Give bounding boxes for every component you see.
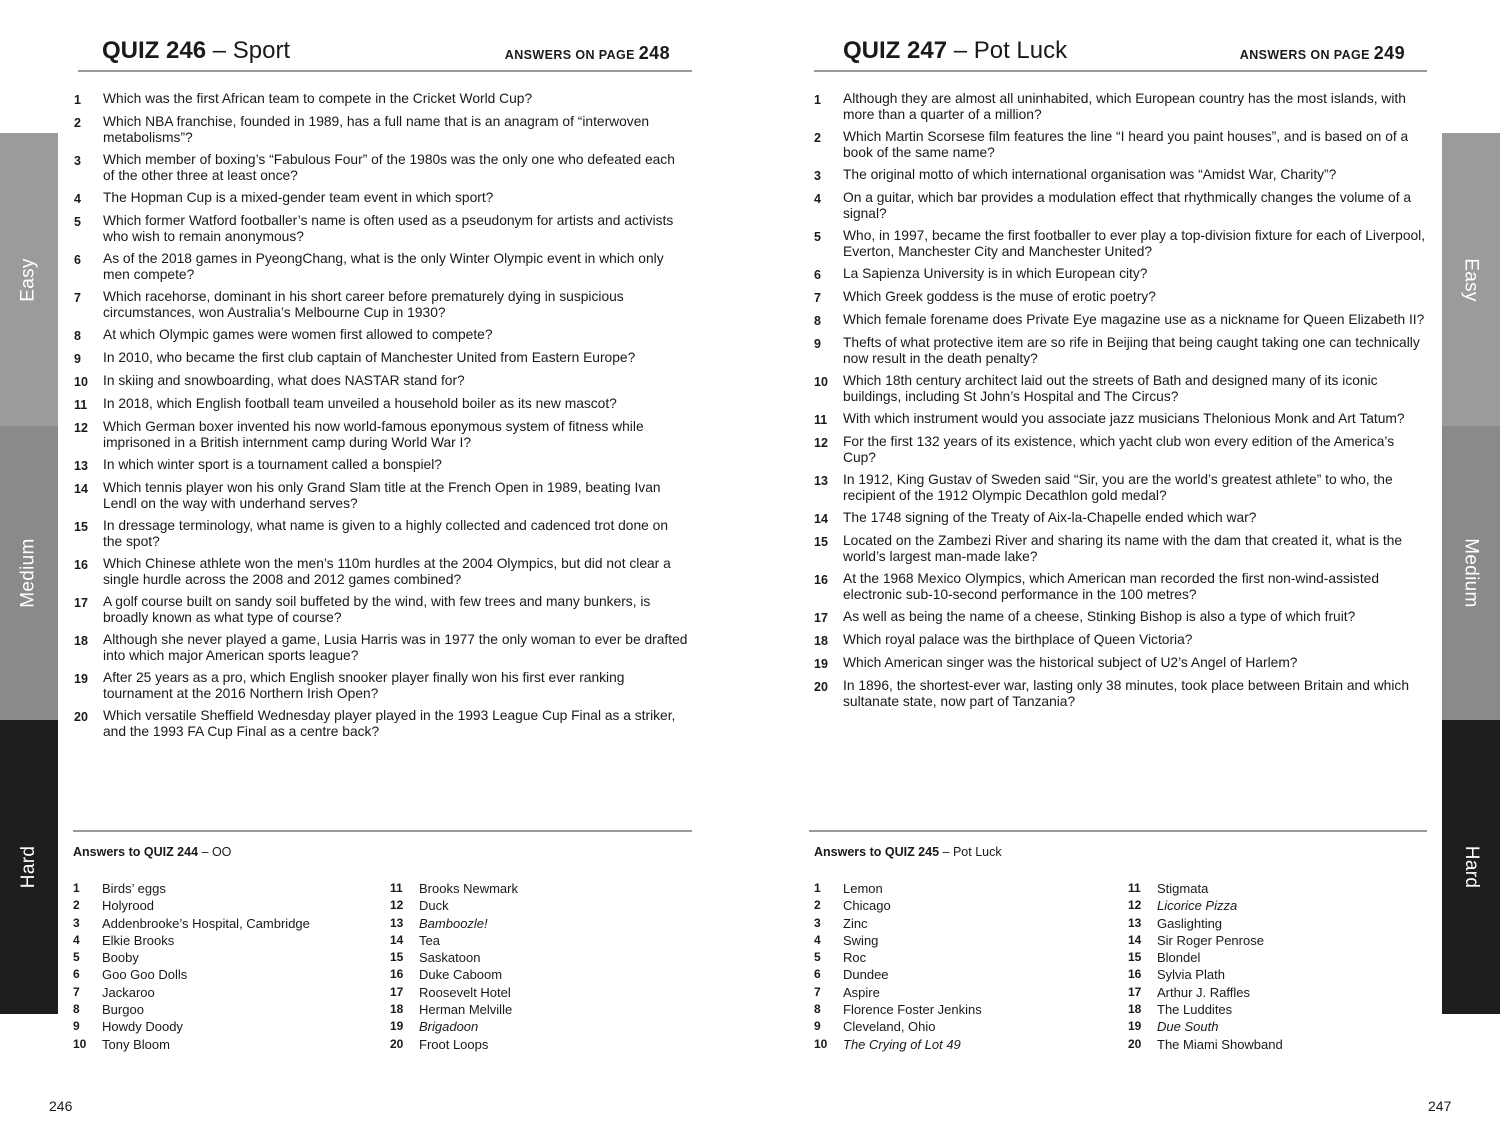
answer-number: 11 xyxy=(1128,881,1141,895)
left-answers-on-page: 248 xyxy=(638,43,670,63)
answer-number: 15 xyxy=(390,950,404,965)
question-item xyxy=(74,152,690,184)
answer-item xyxy=(1128,984,1428,1001)
answer-text: Herman Melville xyxy=(419,1002,513,1018)
left-answers-col2 xyxy=(390,880,690,1053)
question-item xyxy=(74,518,690,550)
left-answers-col1 xyxy=(73,880,373,1053)
answer-item xyxy=(73,966,373,983)
left-answers-title-label: Answers to QUIZ 244 xyxy=(73,845,199,859)
right-quiz-label: QUIZ 247 xyxy=(843,37,948,64)
answer-item xyxy=(814,1001,1114,1018)
question-text: Although they are almost all uninhabited, which European country has the most islands, with more than a quarter of a million? xyxy=(843,91,1406,122)
question-text: Which American singer was the historical subject of U2’s Angel of Harlem? xyxy=(843,655,1298,670)
answer-number: 7 xyxy=(73,984,80,999)
question-text: At which Olympic games were women first allowed to compete? xyxy=(103,327,493,342)
question-text: Which NBA franchise, founded in 1989, has a full name that is an anagram of “interwoven metabolisms”? xyxy=(103,114,650,145)
answer-text: Bamboozle! xyxy=(419,915,488,931)
answer-text: Blondel xyxy=(1157,950,1201,966)
answer-item xyxy=(390,966,690,983)
answer-item xyxy=(73,984,373,1001)
answer-text: Tea xyxy=(419,932,440,948)
question-item xyxy=(74,556,690,588)
right-answers-title-topic: – Pot Luck xyxy=(942,845,1002,859)
right-answers-on xyxy=(1240,43,1405,64)
answer-item xyxy=(73,932,373,949)
right-answers-title-label: Answers to QUIZ 245 xyxy=(814,845,940,859)
question-number: 14 xyxy=(814,512,828,526)
question-item xyxy=(74,91,690,108)
question-item xyxy=(74,670,690,702)
question-text: Who, in 1997, became the first footballer to ever play a top-division fixture for each of Liverpool, Everton, Manchester City and Manchester United? xyxy=(843,228,1426,259)
answer-number: 18 xyxy=(390,1002,404,1017)
answer-item xyxy=(814,966,1114,983)
tab-hard-label: Hard xyxy=(1460,845,1482,889)
question-number: 5 xyxy=(74,215,81,229)
question-number: 17 xyxy=(74,596,88,610)
question-text: Which tennis player won his only Grand Slam title at the French Open in 1989, beating Ivan Lendl on the way with underhand serves? xyxy=(103,480,661,511)
question-item xyxy=(814,190,1430,222)
answer-text: Tony Bloom xyxy=(102,1036,170,1052)
answer-number: 12 xyxy=(1128,898,1142,913)
answer-number: 3 xyxy=(814,915,821,930)
question-item xyxy=(74,708,690,740)
right-quiz-topic: – Pot Luck xyxy=(953,37,1068,64)
answer-number: 8 xyxy=(73,1002,80,1017)
question-number: 3 xyxy=(74,154,81,168)
question-text: Which versatile Sheffield Wednesday player played in the 1993 League Cup Final as a striker, and the 1993 FA Cup Final as a centre back? xyxy=(103,708,676,739)
question-item xyxy=(814,571,1430,603)
question-number: 9 xyxy=(814,337,821,351)
answer-text: Florence Foster Jenkins xyxy=(843,1002,982,1018)
question-number: 2 xyxy=(814,131,821,145)
question-number: 12 xyxy=(814,436,828,450)
answer-item xyxy=(814,897,1114,914)
question-item xyxy=(74,213,690,245)
question-number: 17 xyxy=(814,611,828,625)
answer-item xyxy=(73,1036,373,1053)
question-text: A golf course built on sandy soil buffeted by the wind, with few trees and many bunkers, is broadly known as what type of course? xyxy=(103,594,651,625)
answer-text: Burgoo xyxy=(102,1002,144,1018)
question-text: Which racehorse, dominant in his short career before prematurely dying in suspicious circumstances, won Australia’s Melbourne Cup in 1930? xyxy=(103,289,624,320)
answer-text: Saskatoon xyxy=(419,950,481,966)
question-number: 12 xyxy=(74,421,88,435)
answer-number: 14 xyxy=(1128,932,1142,947)
answer-item xyxy=(390,1018,690,1035)
question-text: Which Chinese athlete won the men’s 110m hurdles at the 2004 Olympics, but did not clear a single hurdle across the 2008 and 2012 games combined? xyxy=(103,556,671,587)
tab-easy-label: Easy xyxy=(17,257,39,302)
right-answers-on-label: ANSWERS ON PAGE xyxy=(1239,48,1370,62)
answer-number: 11 xyxy=(390,881,403,895)
question-number: 1 xyxy=(814,93,821,107)
question-number: 4 xyxy=(814,192,821,206)
question-item xyxy=(814,632,1430,649)
answer-number: 9 xyxy=(73,1019,80,1034)
answer-number: 5 xyxy=(73,950,80,965)
question-item xyxy=(814,373,1430,405)
answer-item xyxy=(390,984,690,1001)
tab-medium-label: Medium xyxy=(18,538,40,608)
answer-number: 20 xyxy=(390,1036,404,1051)
question-number: 6 xyxy=(814,268,821,282)
question-item xyxy=(814,678,1430,710)
answer-number: 1 xyxy=(814,881,821,895)
question-text: Thefts of what protective item are so rife in Beijing that being caught taking one can technically now result in the death penalty? xyxy=(843,335,1420,366)
question-item xyxy=(814,533,1430,565)
question-text: The 1748 signing of the Treaty of Aix-la-Chapelle ended which war? xyxy=(843,510,1257,525)
answer-number: 18 xyxy=(1128,1002,1142,1017)
answer-text: Roosevelt Hotel xyxy=(419,984,511,1000)
question-item xyxy=(74,480,690,512)
answer-item xyxy=(1128,949,1428,966)
question-item xyxy=(814,266,1430,283)
answer-item xyxy=(73,1001,373,1018)
answer-number: 5 xyxy=(814,950,821,965)
question-number: 7 xyxy=(74,291,81,305)
answer-text: Roc xyxy=(843,950,867,966)
question-text: In 1912, King Gustav of Sweden said “Sir, you are the world’s greatest athlete” to who, the recipient of the 1912 Olympic Decathlon gold medal? xyxy=(843,472,1393,503)
answer-number: 20 xyxy=(1128,1036,1142,1051)
answer-item xyxy=(814,984,1114,1001)
answer-text: Addenbrooke’s Hospital, Cambridge xyxy=(102,915,310,931)
question-text: Which was the first African team to compete in the Cricket World Cup? xyxy=(103,91,533,106)
question-text: In 2010, who became the first club captain of Manchester United from Eastern Europe? xyxy=(103,350,636,365)
question-item xyxy=(74,289,690,321)
left-page-number: 246 xyxy=(49,1098,73,1114)
question-item xyxy=(74,594,690,626)
question-item xyxy=(814,609,1430,626)
answer-number: 4 xyxy=(73,932,80,947)
answer-text: Due South xyxy=(1157,1019,1219,1035)
question-number: 19 xyxy=(814,657,828,671)
answer-text: Brigadoon xyxy=(419,1019,479,1035)
answer-number: 13 xyxy=(1128,915,1142,930)
question-text: La Sapienza University is in which European city? xyxy=(843,266,1148,281)
question-item xyxy=(814,434,1430,466)
question-number: 13 xyxy=(74,459,88,473)
answer-item xyxy=(390,897,690,914)
right-page-number: 247 xyxy=(1428,1098,1452,1114)
right-page-header xyxy=(814,38,1427,72)
answer-item xyxy=(1128,880,1428,897)
answer-item xyxy=(1128,1036,1428,1053)
answer-text: Chicago xyxy=(843,898,891,914)
answer-text: Gaslighting xyxy=(1157,915,1223,931)
question-number: 3 xyxy=(814,169,821,183)
question-number: 7 xyxy=(814,291,821,305)
answer-item xyxy=(814,1018,1114,1035)
right-answers-on-page: 249 xyxy=(1373,43,1405,63)
answer-text: Lemon xyxy=(843,881,883,896)
question-item xyxy=(814,510,1430,527)
question-text: In 2018, which English football team unveiled a household boiler as its new mascot? xyxy=(103,396,617,411)
question-number: 1 xyxy=(74,93,81,107)
answer-text: Sylvia Plath xyxy=(1157,967,1225,983)
question-item xyxy=(74,419,690,451)
left-answers-on-label: ANSWERS ON PAGE xyxy=(504,48,635,62)
answer-number: 16 xyxy=(1128,967,1142,982)
answer-number: 14 xyxy=(390,932,404,947)
question-item xyxy=(814,312,1430,329)
answer-text: Stigmata xyxy=(1157,881,1209,896)
question-text: For the first 132 years of its existence, which yacht club won every edition of the America’s Cup? xyxy=(843,434,1395,465)
tab-medium-left xyxy=(0,426,58,720)
question-item xyxy=(814,655,1430,672)
answer-number: 8 xyxy=(814,1002,821,1017)
question-number: 14 xyxy=(74,482,88,496)
answer-text: Sir Roger Penrose xyxy=(1157,932,1264,948)
question-text: Which German boxer invented his now world-famous eponymous system of fitness while imprisoned in a British internment camp during World War I? xyxy=(103,419,644,450)
answer-number: 4 xyxy=(814,932,821,947)
answer-number: 19 xyxy=(390,1019,404,1034)
tab-easy-left xyxy=(0,133,58,426)
question-text: As well as being the name of a cheese, Stinking Bishop is also a type of which fruit? xyxy=(843,609,1356,624)
question-item xyxy=(814,91,1430,123)
answer-number: 9 xyxy=(814,1019,821,1034)
question-text: Which former Watford footballer’s name is often used as a pseudonym for artists and activists who wish to remain anonymous? xyxy=(103,213,674,244)
answer-number: 12 xyxy=(390,898,404,913)
answer-text: Booby xyxy=(102,950,139,966)
question-item xyxy=(74,114,690,146)
answer-text: Froot Loops xyxy=(419,1036,489,1052)
question-item xyxy=(814,167,1430,184)
answer-item xyxy=(1128,966,1428,983)
question-item xyxy=(74,327,690,344)
tab-hard-left xyxy=(0,720,58,1014)
answer-item xyxy=(390,1001,690,1018)
question-item xyxy=(814,129,1430,161)
question-item xyxy=(74,396,690,413)
tab-easy-label: Easy xyxy=(1460,257,1482,302)
answer-text: Swing xyxy=(843,932,879,948)
question-number: 8 xyxy=(74,329,81,343)
answer-text: Jackaroo xyxy=(102,984,155,1000)
answer-number: 16 xyxy=(390,967,404,982)
answer-number: 2 xyxy=(73,898,80,913)
answer-number: 2 xyxy=(814,898,821,913)
question-text: Located on the Zambezi River and sharing its name with the dam that created it, what is the world’s largest man-made lake? xyxy=(843,533,1403,564)
question-number: 10 xyxy=(74,375,88,389)
answer-item xyxy=(73,949,373,966)
answer-text: Duck xyxy=(419,898,449,914)
answer-number: 1 xyxy=(73,881,80,895)
question-number: 15 xyxy=(814,535,828,549)
question-text: The original motto of which international organisation was “Amidst War, Charity”? xyxy=(843,167,1337,182)
question-number: 18 xyxy=(814,634,828,648)
tab-hard-label: Hard xyxy=(17,845,39,889)
answer-text: The Crying of Lot 49 xyxy=(843,1036,961,1052)
question-text: Which member of boxing’s “Fabulous Four” of the 1980s was the only one who defeated each of the other three at least once? xyxy=(103,152,675,183)
question-text: After 25 years as a pro, which English snooker player finally won his first ever ranking tournament at the 2016 Northern Irish Open? xyxy=(103,670,625,701)
question-number: 2 xyxy=(74,116,81,130)
left-quiz-label: QUIZ 246 xyxy=(102,37,207,64)
answer-number: 10 xyxy=(73,1036,87,1051)
answer-text: Howdy Doody xyxy=(102,1019,183,1035)
left-question-list xyxy=(74,91,690,746)
answer-text: Birds’ eggs xyxy=(102,881,166,896)
left-answers-title-topic: – OO xyxy=(201,845,232,859)
question-text: Which Martin Scorsese film features the line “I heard you paint houses”, and is based on of a book of the same name? xyxy=(843,129,1409,160)
question-number: 18 xyxy=(74,634,88,648)
question-text: Which Greek goddess is the muse of erotic poetry? xyxy=(843,289,1156,304)
question-number: 5 xyxy=(814,230,821,244)
tab-medium-label: Medium xyxy=(1461,538,1483,608)
answer-number: 7 xyxy=(814,984,821,999)
answer-number: 6 xyxy=(73,967,80,982)
answer-item xyxy=(1128,1001,1428,1018)
right-answers-col1 xyxy=(814,880,1114,1053)
left-answers-on xyxy=(505,43,670,64)
question-text: In skiing and snowboarding, what does NASTAR stand for? xyxy=(103,373,465,388)
question-item xyxy=(814,472,1430,504)
right-answers-title xyxy=(814,845,1002,859)
right-answers-divider xyxy=(809,830,1427,832)
answer-item xyxy=(814,915,1114,932)
answer-item xyxy=(390,949,690,966)
question-item xyxy=(814,411,1430,428)
question-number: 9 xyxy=(74,352,81,366)
question-text: Which female forename does Private Eye magazine use as a nickname for Queen Elizabeth II? xyxy=(843,312,1425,327)
question-number: 10 xyxy=(814,375,828,389)
question-text: As of the 2018 games in PyeongChang, what is the only Winter Olympic event in which only men compete? xyxy=(103,251,664,282)
answer-text: Goo Goo Dolls xyxy=(102,967,188,983)
question-number: 13 xyxy=(814,474,828,488)
answer-text: The Luddites xyxy=(1157,1002,1233,1018)
question-number: 4 xyxy=(74,192,81,206)
question-text: Which royal palace was the birthplace of Queen Victoria? xyxy=(843,632,1193,647)
question-text: On a guitar, which bar provides a modulation effect that rhythmically changes the volume of a signal? xyxy=(843,190,1412,221)
question-number: 11 xyxy=(74,398,88,412)
left-quiz-title xyxy=(102,37,290,65)
answer-number: 3 xyxy=(73,915,80,930)
tab-hard-right xyxy=(1442,720,1500,1014)
question-number: 11 xyxy=(814,413,828,427)
answer-text: Aspire xyxy=(843,984,880,1000)
left-page-header xyxy=(78,38,692,72)
question-text: Which 18th century architect laid out the streets of Bath and designed many of its iconic buildings, including St John’s Hospital and The Circus? xyxy=(843,373,1378,404)
answer-text: Holyrood xyxy=(102,898,155,914)
question-number: 8 xyxy=(814,314,821,328)
answer-text: Licorice Pizza xyxy=(1157,898,1238,914)
answer-text: Arthur J. Raffles xyxy=(1157,984,1250,1000)
question-number: 6 xyxy=(74,253,81,267)
answer-item xyxy=(73,880,373,897)
question-text: With which instrument would you associate jazz musicians Thelonious Monk and Art Tatum? xyxy=(843,411,1405,426)
question-text: Although she never played a game, Lusia Harris was in 1977 the only woman to ever be drafted into which major American sports league? xyxy=(103,632,688,663)
answer-item xyxy=(73,915,373,932)
tab-medium-right xyxy=(1442,426,1500,720)
question-number: 20 xyxy=(814,680,828,694)
left-quiz-topic: – Sport xyxy=(212,37,291,64)
answer-item xyxy=(73,897,373,914)
question-text: In 1896, the shortest-ever war, lasting only 38 minutes, took place between Britain and which sultanate state, now part of Tanzania? xyxy=(843,678,1409,709)
left-answers-divider xyxy=(73,830,692,832)
right-answers-col2 xyxy=(1128,880,1428,1053)
answer-number: 15 xyxy=(1128,950,1142,965)
answer-item xyxy=(814,949,1114,966)
answer-text: Zinc xyxy=(843,915,868,931)
answer-number: 17 xyxy=(1128,984,1142,999)
right-question-list xyxy=(814,91,1430,716)
right-quiz-title xyxy=(843,37,1067,65)
question-text: At the 1968 Mexico Olympics, which American man recorded the first non-wind-assisted electronic sub-10-second performance in the 100 metres? xyxy=(843,571,1380,602)
answer-number: 17 xyxy=(390,984,404,999)
question-item xyxy=(814,228,1430,260)
answer-item xyxy=(814,880,1114,897)
question-text: In which winter sport is a tournament called a bonspiel? xyxy=(103,457,442,472)
answer-text: Dundee xyxy=(843,967,889,983)
answer-item xyxy=(390,1036,690,1053)
question-item xyxy=(814,289,1430,306)
question-number: 15 xyxy=(74,520,88,534)
question-number: 16 xyxy=(814,573,828,587)
answer-item xyxy=(814,932,1114,949)
answer-text: Brooks Newmark xyxy=(419,881,518,896)
left-answers-title xyxy=(73,845,231,859)
tab-easy-right xyxy=(1442,133,1500,426)
answer-text: Duke Caboom xyxy=(419,967,503,983)
question-item xyxy=(74,190,690,207)
answer-item xyxy=(1128,1018,1428,1035)
question-text: In dressage terminology, what name is given to a highly collected and cadenced trot done on the spot? xyxy=(103,518,668,549)
answer-text: Elkie Brooks xyxy=(102,932,175,948)
answer-item xyxy=(1128,897,1428,914)
answer-text: The Miami Showband xyxy=(1157,1036,1283,1052)
question-item xyxy=(74,373,690,390)
answer-number: 19 xyxy=(1128,1019,1142,1034)
answer-item xyxy=(1128,932,1428,949)
question-item xyxy=(74,251,690,283)
question-item xyxy=(74,457,690,474)
question-item xyxy=(814,335,1430,367)
question-text: The Hopman Cup is a mixed-gender team event in which sport? xyxy=(103,190,494,205)
answer-item xyxy=(390,932,690,949)
answer-text: Cleveland, Ohio xyxy=(843,1019,936,1035)
answer-item xyxy=(390,880,690,897)
answer-number: 10 xyxy=(814,1036,828,1051)
question-item xyxy=(74,632,690,664)
question-number: 20 xyxy=(74,710,88,724)
answer-number: 13 xyxy=(390,915,404,930)
question-number: 16 xyxy=(74,558,88,572)
answer-number: 6 xyxy=(814,967,821,982)
answer-item xyxy=(1128,915,1428,932)
answer-item xyxy=(814,1036,1114,1053)
answer-item xyxy=(73,1018,373,1035)
question-number: 19 xyxy=(74,672,88,686)
answer-item xyxy=(390,915,690,932)
question-item xyxy=(74,350,690,367)
